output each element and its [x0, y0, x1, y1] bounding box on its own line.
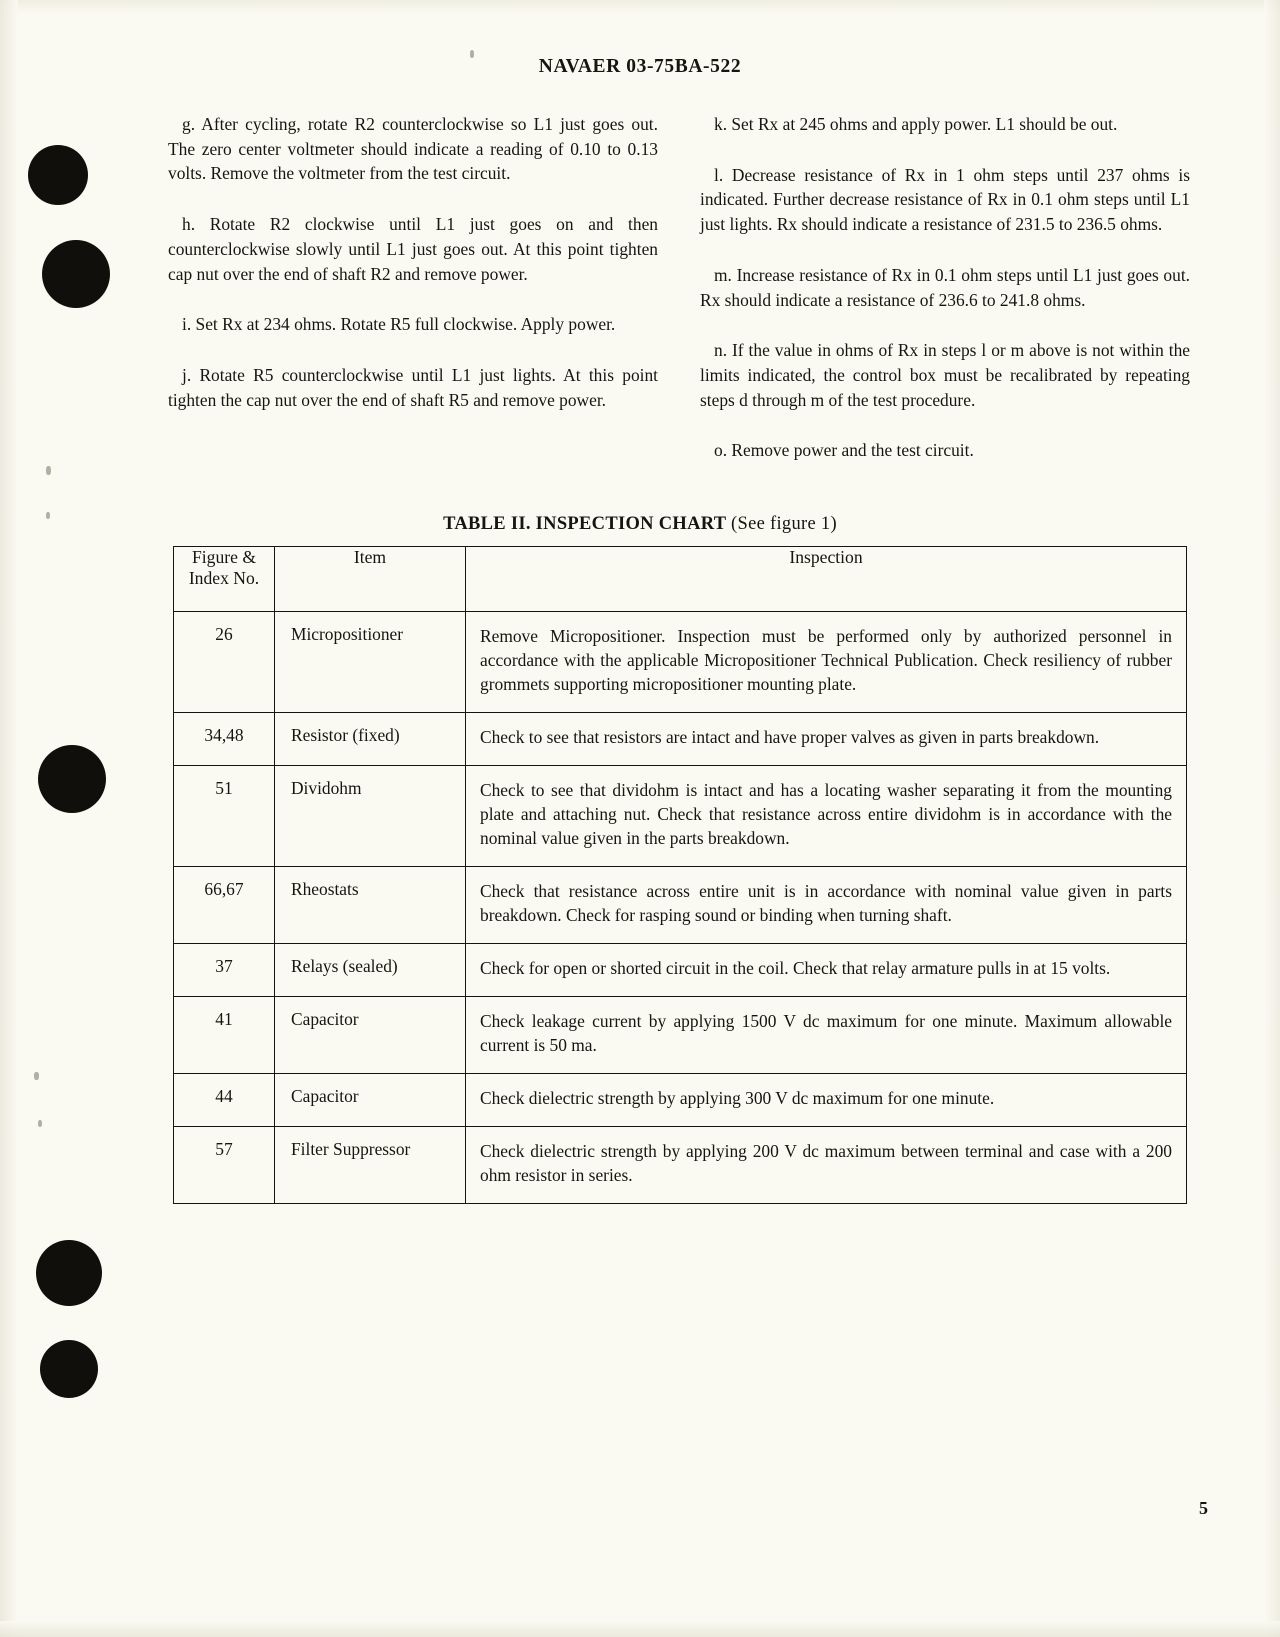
column-header-item: Item: [275, 547, 466, 612]
column-header-figure-index-line1: Figure &: [191, 547, 257, 567]
column-header-figure-index-line2: Index No.: [188, 568, 260, 589]
hole-punch-mark: [42, 240, 110, 308]
paragraph-l: l. Decrease resistance of Rx in 1 ohm steps until 237 ohms is indicated. Further decrease resistance of Rx in 0.1 ohm steps until L1 just lights. Rx should indicate a resistance of 231.5 to 236.5 ohms.: [700, 164, 1190, 235]
paragraph-k: k. Set Rx at 245 ohms and apply power. L1 should be out.: [714, 114, 1118, 134]
scan-speck: [34, 1072, 39, 1080]
cell-inspection: Check dielectric strength by applying 200 V dc maximum between terminal and case with a 200 ohm resistor in series.: [466, 1127, 1187, 1204]
paragraph-i: i. Set Rx at 234 ohms. Rotate R5 full clockwise. Apply power.: [182, 314, 616, 335]
cell-figure-index: 41: [174, 997, 275, 1074]
cell-item: Resistor (fixed): [275, 713, 466, 766]
column-header-inspection: Inspection: [466, 547, 1187, 612]
hole-punch-mark: [36, 1240, 102, 1306]
paragraph-o: o. Remove power and the test circuit.: [714, 440, 974, 461]
paper-edge-bottom: [0, 1621, 1280, 1637]
table-row: [174, 997, 1187, 1074]
table-caption-main: TABLE II. INSPECTION CHART: [443, 514, 727, 534]
column-header-figure-index: [174, 547, 275, 612]
cell-item: Capacitor: [275, 1074, 466, 1127]
cell-inspection: Remove Micropositioner. Inspection must be performed only by authorized personnel in accordance with the applicable Micropositioner Technical Publication. Check resiliency of rubber grommets supporting micropositioner mounting plate.: [466, 612, 1187, 713]
left-column: [168, 112, 658, 463]
table-row: [174, 867, 1187, 944]
cell-figure-index: 51: [174, 766, 275, 867]
table-caption: [0, 514, 1280, 535]
cell-inspection: Check that resistance across entire unit is in accordance with nominal value given in parts breakdown. Check for rasping sound or binding when turning shaft.: [466, 867, 1187, 944]
paper-edge-left: [0, 0, 18, 1637]
table-header-row: [174, 547, 1187, 612]
paper-edge-top: [0, 0, 1280, 14]
hole-punch-mark: [28, 145, 88, 205]
cell-figure-index: 44: [174, 1074, 275, 1127]
paragraph-m: m. Increase resistance of Rx in 0.1 ohm steps until L1 just goes out. Rx should indicate a resistance of 236.6 to 241.8 ohms.: [700, 264, 1190, 310]
cell-item: Filter Suppressor: [275, 1127, 466, 1204]
cell-inspection: Check leakage current by applying 1500 V dc maximum for one minute. Maximum allowable current is 50 ma.: [466, 997, 1187, 1074]
paragraph-j: j. Rotate R5 counterclockwise until L1 just lights. At this point tighten the cap nut over the end of shaft R5 and remove power.: [168, 364, 658, 410]
cell-figure-index: 26: [174, 612, 275, 713]
paper-edge-right: [1264, 0, 1280, 1637]
page-number: 5: [1199, 1498, 1208, 1518]
table-row: [174, 766, 1187, 867]
cell-figure-index: 57: [174, 1127, 275, 1204]
two-column-body: [168, 112, 1190, 463]
cell-inspection: Check to see that dividohm is intact and has a locating washer separating it from the mounting plate and attaching nut. Check that resistance across entire dividohm is in accordance with the nominal value given in the parts breakdown.: [466, 766, 1187, 867]
inspection-chart-table: [173, 546, 1187, 1204]
cell-inspection: Check to see that resistors are intact and have proper valves as given in parts breakdown.: [466, 713, 1187, 766]
cell-inspection: Check for open or shorted circuit in the coil. Check that relay armature pulls in at 15 volts.: [466, 944, 1187, 997]
table-row: [174, 1127, 1187, 1204]
hole-punch-mark: [38, 745, 106, 813]
table-row: [174, 612, 1187, 713]
cell-item: Rheostats: [275, 867, 466, 944]
cell-item: Capacitor: [275, 997, 466, 1074]
paragraph-g: g. After cycling, rotate R2 counterclockwise so L1 just goes out. The zero center voltmeter should indicate a reading of 0.10 to 0.13 volts. Remove the voltmeter from the test circuit.: [168, 114, 658, 184]
table-caption-figure-reference: (See figure 1): [731, 514, 837, 534]
paragraph-h: h. Rotate R2 clockwise until L1 just goes on and then counterclockwise slowly until L1 just goes out. At this point tighten cap nut over the end of shaft R2 and remove power.: [168, 214, 658, 284]
cell-item: Relays (sealed): [275, 944, 466, 997]
cell-item: Dividohm: [275, 766, 466, 867]
paragraph-n: n. If the value in ohms of Rx in steps l or m above is not within the limits indicated, the control box must be recalibrated by repeating steps d through m of the test procedure.: [700, 340, 1190, 410]
right-column: [700, 112, 1190, 463]
cell-item: Micropositioner: [275, 612, 466, 713]
scan-speck: [38, 1120, 42, 1127]
table-row: [174, 1074, 1187, 1127]
table-row: [174, 713, 1187, 766]
table-row: [174, 944, 1187, 997]
cell-figure-index: 34,48: [174, 713, 275, 766]
document-header-title: NAVAER 03-75BA-522: [538, 56, 742, 77]
scan-speck: [46, 466, 51, 475]
cell-inspection: Check dielectric strength by applying 300 V dc maximum for one minute.: [466, 1074, 1187, 1127]
cell-figure-index: 37: [174, 944, 275, 997]
cell-figure-index: 66,67: [174, 867, 275, 944]
hole-punch-mark: [40, 1340, 98, 1398]
